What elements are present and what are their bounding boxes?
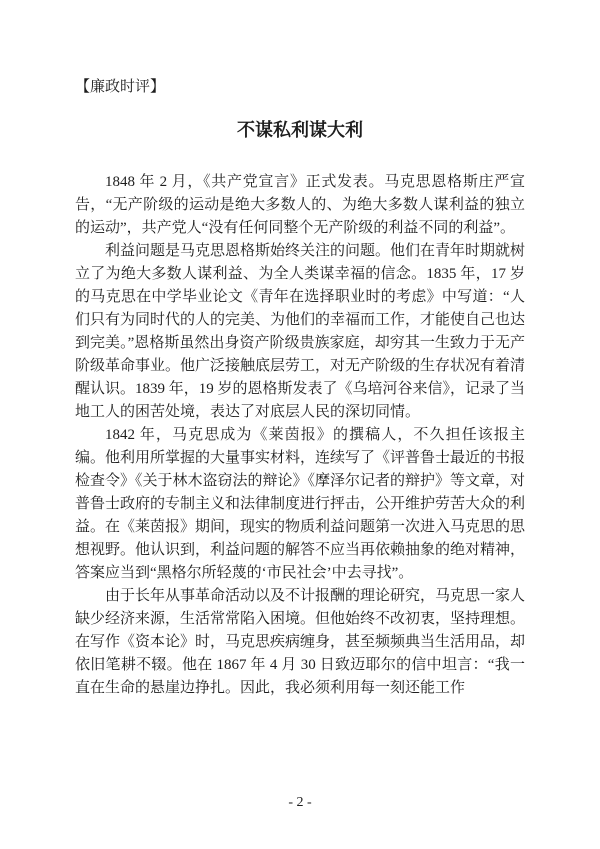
article-body <box>75 171 525 700</box>
article-paragraph: 利益问题是马克思恩格斯始终关注的问题。他们在青年时期就树立了为绝大多数人谋利益、为全人类谋幸福的信念。1835 年，17 岁的马克思在中学毕业论文《青年在选择职业时的考虑》中写道：“人们只有为同时代的人的完美、为他们的幸福而工作，才能使自己也达到完美。”恩格斯虽然出身资产阶级贵族家庭，却穷其一生致力于无产阶级革命事业。他广泛接触底层劳工，对无产阶级的生存状况有着清醒认识。1839 年，19 岁的恩格斯发表了《乌培河谷来信》，记录了当地工人的困苦处境，表达了对底层人民的深切同情。 <box>75 243 526 420</box>
article-paragraph: 由于长年从事革命活动以及不计报酬的理论研究，马克思一家人缺少经济来源，生活常常陷入困境。但他始终不改初衷，坚持理想。在写作《资本论》时，马克思疾病缠身，甚至频频典当生活用品，却依旧笔耕不辍。他在 1867 年 4 月 30 日致迈耶尔的信中坦言：“我一直在生命的悬崖边挣扎。因此，我必须利用每一刻还能工作 <box>75 588 526 696</box>
section-tag: 【廉政时评】 <box>75 79 166 95</box>
page-number: - 2 - <box>288 795 312 810</box>
article-paragraph: 1848 年 2 月，《共产党宣言》正式发表。马克思恩格斯庄严宣告，“无产阶级的运动是绝大多数人的、为绝大多数人谋利益的独立的运动”，共产党人“没有任何同整个无产阶级的利益不同的利益”。 <box>75 174 525 236</box>
article-title: 不谋私利谋大利 <box>237 120 363 140</box>
article-paragraph: 1842 年，马克思成为《莱茵报》的撰稿人，不久担任该报主编。他利用所掌握的大量事实材料，连续写了《评普鲁士最近的书报检查令》《关于林木盗窃法的辩论》《摩泽尔记者的辩护》等文章，对普鲁士政府的专制主义和法律制度进行抨击，公开维护劳苦大众的利益。在《莱茵报》期间，现实的物质利益问题第一次进入马克思的思想视野。他认识到，利益问题的解答不应当再依赖抽象的绝对精神，答案应当到“黑格尔所轻蔑的‘市民社会’中去寻找”。 <box>75 427 526 581</box>
